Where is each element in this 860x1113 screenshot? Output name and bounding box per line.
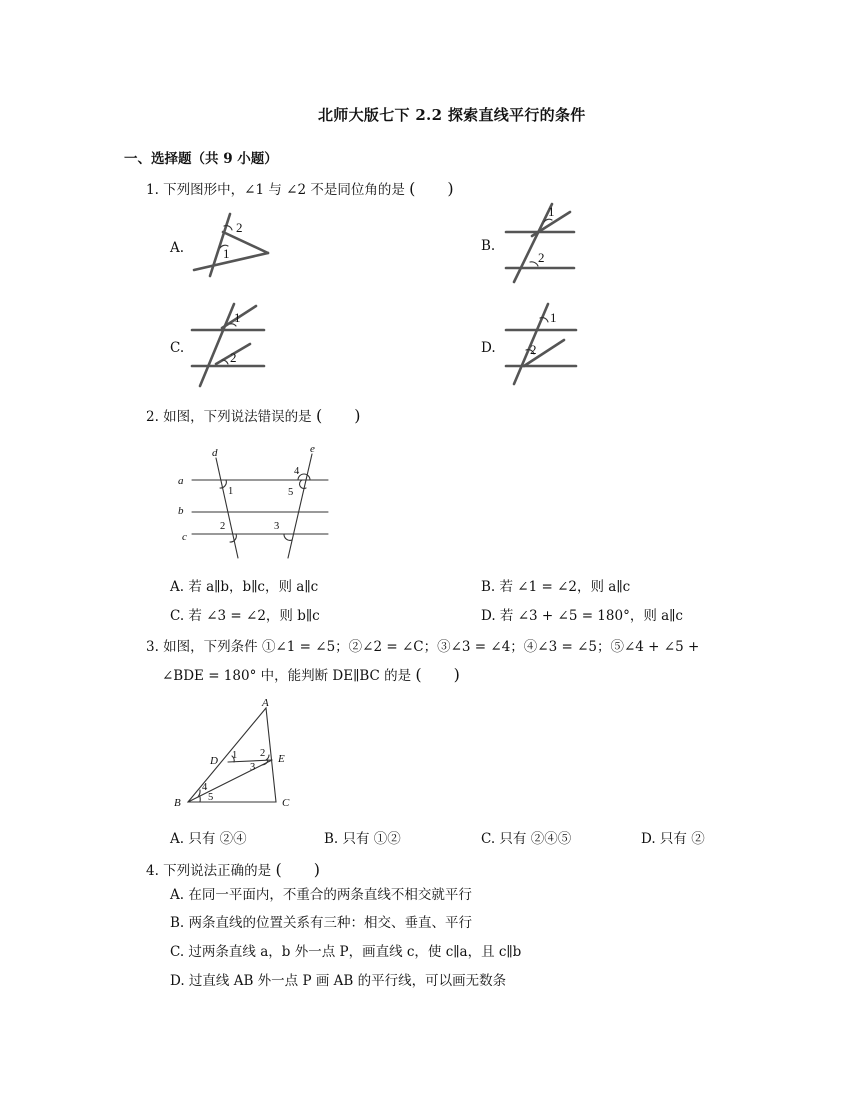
figure-1c	[188, 300, 278, 390]
q2-option-d: D. 若 ∠3 + ∠5 = 180°，则 a∥c	[481, 608, 683, 624]
q3-option-a: A. 只有 ②④	[170, 831, 247, 847]
point-label: E	[278, 753, 285, 765]
figure-2	[170, 440, 340, 565]
angle-label: 5	[208, 792, 214, 803]
angle-label: 2	[538, 250, 545, 265]
page-title: 北师大版七下 2.2 探索直线平行的条件	[318, 106, 586, 124]
figure-1a	[190, 208, 280, 278]
q3-option-b: B. 只有 ①②	[324, 831, 401, 847]
angle-label: 1	[548, 204, 555, 219]
option-a-label: A.	[170, 240, 185, 256]
angle-label: 2	[260, 748, 266, 759]
option-b-label: B.	[481, 238, 496, 254]
point-label: D	[210, 755, 218, 767]
line-label: c	[182, 531, 187, 543]
answer-paren: ( )	[315, 406, 361, 425]
point-label: A	[262, 697, 269, 709]
figure-1d	[500, 300, 590, 390]
angle-label: 1	[234, 310, 241, 325]
answer-paren: ( )	[275, 860, 320, 879]
point-label: C	[282, 797, 290, 809]
angle-label: 2	[530, 342, 537, 357]
q4-option-d: D. 过直线 AB 外一点 P 画 AB 的平行线，可以画无数条	[170, 973, 507, 989]
angle-label: 4	[202, 782, 208, 793]
figure-3	[170, 694, 310, 816]
question-3-line2	[162, 662, 460, 685]
q4-option-b: B. 两条直线的位置关系有三种：相交、垂直、平行	[170, 915, 473, 931]
question-4-stem: 4. 下列说法正确的是	[146, 863, 272, 879]
question-2-stem: 2. 如图，下列说法错误的是	[146, 409, 312, 425]
q4-option-c: C. 过两条直线 a，b 外一点 P，画直线 c，使 c∥a，且 c∥b	[170, 944, 522, 960]
question-3-line1: 3. 如图，下列条件 ①∠1 = ∠5；②∠2 = ∠C；③∠3 = ∠4；④∠3 = ∠5；⑤∠4 + ∠5 +	[146, 639, 700, 655]
q3-option-c: C. 只有 ②④⑤	[481, 831, 572, 847]
question-2	[146, 403, 360, 426]
angle-label: 2	[220, 521, 226, 532]
section-heading: 一、选择题（共 9 小题）	[124, 151, 278, 167]
q2-option-c: C. 若 ∠3 = ∠2，则 b∥c	[170, 608, 320, 624]
option-d-label: D.	[481, 340, 496, 356]
option-c-label: C.	[170, 340, 185, 356]
angle-label: 1	[550, 310, 557, 325]
question-3-stem: ∠BDE = 180° 中，能判断 DE∥BC 的是	[162, 668, 412, 684]
angle-label: 1	[223, 246, 230, 261]
angle-label: 4	[294, 466, 300, 477]
answer-paren: ( )	[409, 179, 454, 198]
answer-paren: ( )	[415, 665, 460, 684]
angle-label: 3	[274, 521, 280, 532]
question-1-stem: 1. 下列图形中，∠1 与 ∠2 不是同位角的是	[146, 182, 405, 198]
q2-option-a: A. 若 a∥b，b∥c，则 a∥c	[170, 579, 319, 595]
line-label: b	[178, 505, 184, 517]
angle-label: 5	[288, 487, 294, 498]
q4-option-a: A. 在同一平面内，不重合的两条直线不相交就平行	[170, 887, 472, 903]
angle-label: 3	[250, 762, 256, 773]
question-4	[146, 857, 320, 880]
line-label: e	[310, 443, 315, 455]
point-label: B	[174, 797, 181, 809]
angle-label: 1	[228, 486, 234, 497]
line-label: a	[178, 475, 184, 487]
angle-label: 2	[236, 220, 243, 235]
angle-label: 1	[232, 750, 238, 761]
figure-1b	[500, 200, 590, 285]
q3-option-d: D. 只有 ②	[641, 831, 705, 847]
question-1	[146, 176, 454, 199]
q2-option-b: B. 若 ∠1 = ∠2，则 a∥c	[481, 579, 631, 595]
angle-label: 2	[230, 350, 237, 365]
line-label: d	[212, 447, 218, 459]
